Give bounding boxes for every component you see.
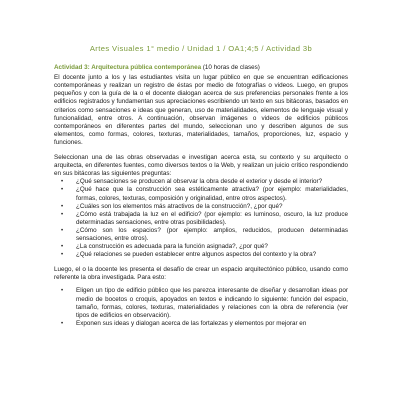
list-item: [61, 287, 348, 319]
list-item: [61, 226, 348, 243]
steps-list: [54, 287, 348, 327]
list-item: [61, 210, 348, 227]
question-text: ¿Qué hace que la construcción sea estéticamente atractiva? (por ejemplo: materialidades, formas, colores, texturas, composición y originalidad, entre otros aspectos).: [76, 186, 348, 202]
list-item: [61, 243, 348, 251]
question-text: ¿Cómo son los espacios? (por ejemplo: amplios, reducidos, producen determinadas sensaciones, entre otros).: [76, 226, 348, 242]
intro-paragraph: El docente junto a los y las estudiantes visita un lugar público en que se encuentran edificaciones contemporáneas y realizan un registro de éstas por medio de fotografías o videos. Luego, en grupos pequeños y con la guía de la o el docente dialogan acerca de sus preferencias personales frente a los edificios registrados y fundamentan sus apreciaciones escribiendo un texto en sus bitácoras, basados en criterios como sensaciones e ideas que generan, uso de materialidades, elementos de lenguaje visual y funcionalidad, entre otros. A continuación, observan imágenes o videos de edificios públicos contemporáneos en diferentes partes del mundo, seleccionan uno y describen algunos de sus elementos, como formas, colores, texturas, materialidades, tamaños, proporciones, luz, espacio y funciones.: [54, 74, 348, 146]
activity-hours: (10 horas de clases): [201, 64, 260, 71]
step-text: Exponen sus ideas y dialogan acerca de las fortalezas y elementos por mejorar en: [76, 319, 307, 327]
research-paragraph: Seleccionan una de las obras observadas e investigan acerca esta, su contexto y su arquitecto o arquitecta, en diferentes fuentes, como diversos textos o la Web, y realizan un juicio crítico respondiendo en sus bitácoras las siguientes preguntas:: [54, 154, 348, 178]
list-item: [61, 178, 348, 186]
list-item: [61, 319, 348, 328]
document-header: Artes Visuales 1° medio / Unidad 1 / OA1;4;5 / Actividad 3b: [89, 44, 313, 53]
bullet: •: [61, 252, 64, 259]
question-text: ¿La construcción es adecuada para la función asignada?, ¿por qué?: [76, 243, 268, 251]
bullet: •: [61, 227, 64, 234]
question-text: ¿Cuáles son los elementos más atractivos de la construcción?, ¿por qué?: [76, 202, 283, 210]
bullet: •: [61, 244, 64, 251]
list-item: [61, 186, 348, 202]
bullet: •: [61, 203, 64, 210]
bullet: •: [61, 288, 64, 295]
activity-name: Actividad 3: Arquitectura pública contemporánea: [54, 64, 202, 71]
list-item: [61, 251, 348, 259]
question-list: [54, 178, 348, 259]
step-text: Eligen un tipo de edificio público que les parezca interesante de diseñar y desarrollan ideas por medio de bocetos o croquis, apoyados en textos e indicando lo siguiente: función del espacio, tamaño, formas, colores, texturas, materialidades y relaciones con la obra de referencia (ver tipos de edificios en observación).: [76, 287, 348, 319]
bullet: •: [61, 187, 64, 194]
question-text: ¿Cómo está trabajada la luz en el edificio? (por ejemplo: es luminoso, oscuro, la luz produce determinadas sensaciones, entre otras posibilidades).: [76, 210, 348, 226]
activity-title: [54, 64, 348, 72]
bullet: •: [61, 179, 64, 186]
question-text: ¿Qué sensaciones se producen al observar la obra desde el exterior y desde el interior?: [76, 178, 323, 186]
list-item: [61, 202, 348, 211]
bullet: •: [61, 211, 64, 218]
challenge-paragraph: Luego, el o la docente les presenta el desafío de crear un espacio arquitectónico público, usando como referente la obra investigada. Para esto:: [54, 266, 348, 282]
question-text: ¿Qué relaciones se pueden establecer entre algunos aspectos del contexto y la obra?: [76, 251, 317, 259]
bullet: •: [61, 320, 64, 327]
